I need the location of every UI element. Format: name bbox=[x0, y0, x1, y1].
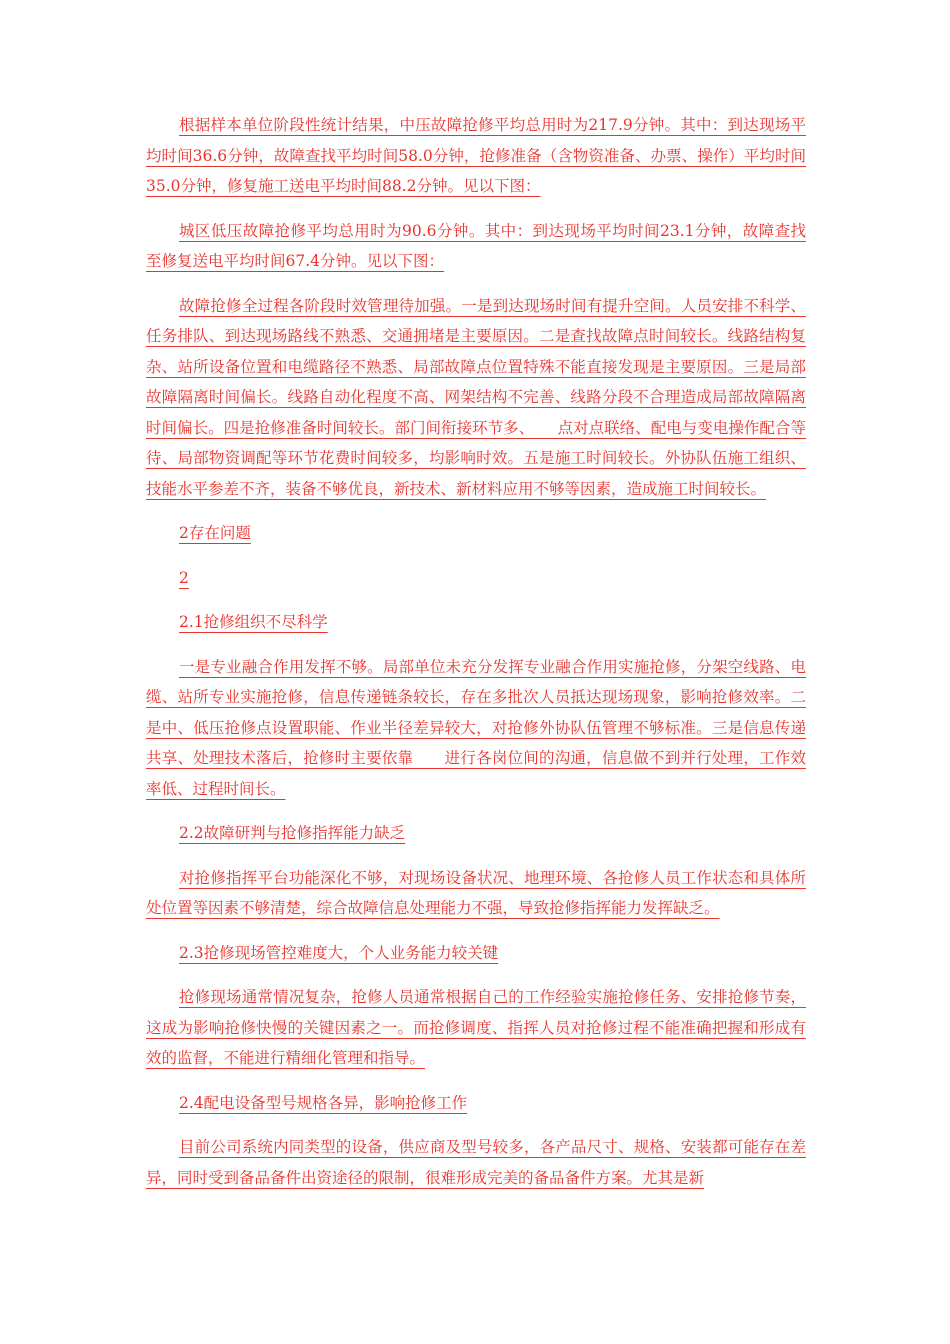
paragraph-lv-statistics: 城区低压故障抢修平均总用时为90.6分钟。其中：到达现场平均时间23.1分钟，故障查找至修复送电平均时间67.4分钟。见以下图： bbox=[146, 221, 806, 270]
section-heading-problems: 2存在问题 bbox=[179, 524, 251, 542]
subsection-heading-2-4: 2.4配电设备型号规格各异，影响抢修工作 bbox=[179, 1093, 468, 1112]
section-heading-number: 2 bbox=[179, 568, 189, 587]
subsection-heading-2-1: 2.1抢修组织不尽科学 bbox=[179, 613, 328, 631]
paragraph-mv-statistics: 根据样本单位阶段性统计结果，中压故障抢修平均总用时为217.9分钟。其中：到达现场平均时间36.6分钟，故障查找平均时间58.0分钟，抢修准备（含物资准备、办票、操作）平均时间35.0分钟，修复施工送电平均时间88.2分钟。见以下图： bbox=[146, 116, 806, 195]
subsection-heading-2-2: 2.2故障研判与抢修指挥能力缺乏 bbox=[179, 824, 406, 842]
paragraph-timeliness-management: 故障抢修全过程各阶段时效管理待加强。一是到达现场时间有提升空间。人员安排不科学、任务排队、到达现场路线不熟悉、交通拥堵是主要原因。二是查找故障点时间较长。线路结构复杂、站所设备位置和电缆路径不熟悉、局部故障点位置特殊不能直接发现是主要原因。三是局部故障隔离时间偏长。线路自动化程度不高、网架结构不完善、线路分段不合理造成局部故障隔离时间偏长。四是抢修准备时间较长。部门间衔接环节多、 点对点联络、配电与变电操作配合等待、局部物资调配等环节花费时间较多，均影响时效。五是施工时间较长。外协队伍施工组织、技能水平参差不齐，装备不够优良，新技术、新材料应用不够等因素，造成施工时间较长。 bbox=[146, 296, 806, 498]
paragraph-onsite-control: 抢修现场通常情况复杂，抢修人员通常根据自己的工作经验实施抢修任务、安排抢修节奏，这成为影响抢修快慢的关键因素之一。而抢修调度、指挥人员对抢修过程不能准确把握和形成有效的监督，不能进行精细化管理和指导。 bbox=[146, 988, 806, 1067]
paragraph-organization: 一是专业融合作用发挥不够。局部单位未充分发挥专业融合作用实施抢修，分架空线路、电缆、站所专业实施抢修，信息传递链条较长，存在多批次人员抵达现场现象，影响抢修效率。二是中、低压抢修点设置职能、作业半径差异较大，对抢修外协队伍管理不够标准。三是信息传递共享、处理技术落后，抢修时主要依靠 进行各岗位间的沟通，信息做不到并行处理，工作效率低、过程时间长。 bbox=[146, 657, 806, 798]
paragraph-equipment-models: 目前公司系统内同类型的设备，供应商及型号较多，各产品尺寸、规格、安装都可能存在差异，同时受到备品备件出资途径的限制，很难形成完美的备品备件方案。尤其是新 bbox=[146, 1138, 806, 1187]
paragraph-command-capability: 对抢修指挥平台功能深化不够，对现场设备状况、地理环境、各抢修人员工作状态和具体所处位置等因素不够清楚，综合故障信息处理能力不强，导致抢修指挥能力发挥缺乏。 bbox=[146, 868, 806, 917]
document-body bbox=[146, 110, 806, 1207]
subsection-heading-2-3: 2.3抢修现场管控难度大，个人业务能力较关键 bbox=[179, 943, 499, 962]
